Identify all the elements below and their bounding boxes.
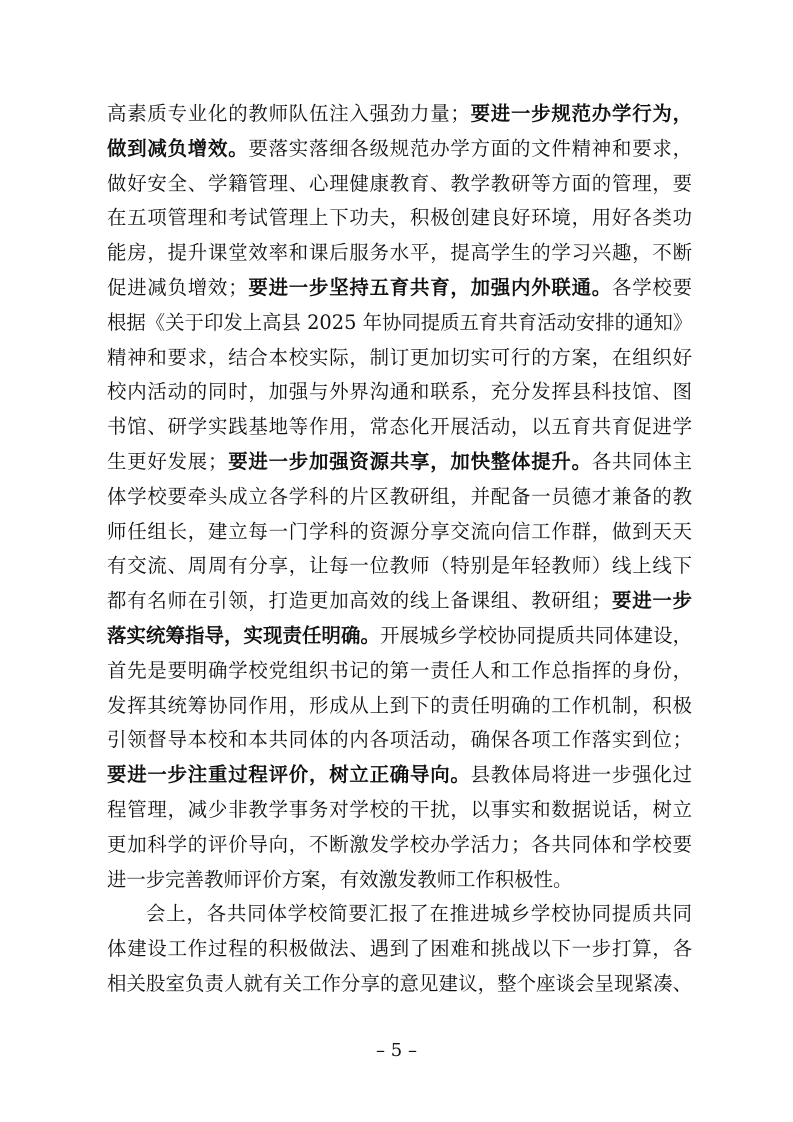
text-line <box>107 306 692 341</box>
text-run: 会上，各共同体学校简要汇报了在推进城乡学校协同提质共同 <box>146 902 692 926</box>
text-run: 首先是要明确学校党组织书记的第一责任人和工作总指挥的身份， <box>107 658 692 682</box>
text-line <box>107 793 692 828</box>
bold-phrase: 要进一步注重过程评价，树立正确导向。 <box>107 763 471 787</box>
text-run: 师任组长，建立每一门学科的资源分享交流向信工作群，做到天天 <box>107 519 692 543</box>
bold-phrase: 落实统筹指导，实现责任明确。 <box>107 623 381 647</box>
bold-phrase: 做到减负增效。 <box>107 136 249 160</box>
text-line <box>107 828 692 863</box>
text-run: 能房，提升课堂效率和课后服务水平，提高学生的学习兴趣，不断 <box>107 241 692 265</box>
text-line <box>107 584 692 619</box>
text-run: 引领督导本校和本共同体的内各项活动，确保各项工作落实到位； <box>107 728 692 752</box>
text-line <box>107 967 692 1002</box>
page-number: – 5 – <box>376 1040 417 1061</box>
text-line <box>107 897 692 932</box>
text-run: 要落实落细各级规范办学方面的文件精神和要求， <box>248 136 693 160</box>
text-run: 在五项管理和考试管理上下功夫，积极创建良好环境，用好各类功 <box>107 206 692 230</box>
text-run: 体学校要牵头成立各学科的片区教研组，并配备一员德才兼备的教 <box>107 484 692 508</box>
text-line <box>107 480 692 515</box>
text-run: 根据《关于印发上高县 2025 年协同提质五育共育活动安排的通知》 <box>107 310 693 334</box>
text-run: 各学校要 <box>612 275 693 299</box>
bold-phrase: 要进一步加强资源共享，加快整体提升。 <box>227 449 592 473</box>
text-run: 程管理，减少非教学事务对学校的干扰，以事实和数据说话，树立 <box>107 797 692 821</box>
text-run: 发挥其统筹协同作用，形成从上到下的责任明确的工作机制，积极 <box>107 693 692 717</box>
text-run: 县教体局将进一步强化过 <box>470 763 693 787</box>
text-line <box>107 654 692 689</box>
text-run: 进一步完善教师评价方案，有效激发教师工作积极性。 <box>107 867 573 891</box>
text-run: 生更好发展； <box>107 449 228 473</box>
paragraph-2 <box>107 897 692 1001</box>
text-run: 精神和要求，结合本校实际，制订更加切实可行的方案，在组织好 <box>107 345 692 369</box>
text-line <box>107 341 692 376</box>
text-run: 有交流、周周有分享，让每一位教师（特别是年轻教师）线上线下 <box>107 554 692 578</box>
text-line <box>107 236 692 271</box>
text-line <box>107 132 692 167</box>
text-line <box>107 167 692 202</box>
text-line <box>107 549 692 584</box>
text-line <box>107 723 692 758</box>
text-run: 相关股室负责人就有关工作分享的意见建议，整个座谈会呈现紧凑、 <box>107 971 692 995</box>
text-line <box>107 932 692 967</box>
text-run: 都有名师在引领，打造更加高效的线上备课组、教研组； <box>107 589 612 613</box>
text-run: 各共同体主 <box>591 449 693 473</box>
text-line <box>107 619 692 654</box>
text-line <box>107 97 692 132</box>
text-line <box>107 201 692 236</box>
text-line <box>107 271 692 306</box>
bold-phrase: 要进一步 <box>611 589 693 613</box>
text-line <box>107 515 692 550</box>
text-line <box>107 863 692 898</box>
text-run: 更加科学的评价导向，不断激发学校办学活力；各共同体和学校要 <box>107 832 692 856</box>
text-run: 开展城乡学校协同提质共同体建设， <box>380 623 693 647</box>
text-line <box>107 758 692 793</box>
text-line <box>107 689 692 724</box>
text-run: 校内活动的同时，加强与外界沟通和联系，充分发挥县科技馆、图 <box>107 380 692 404</box>
bold-phrase: 要进一步规范办学行为， <box>469 102 693 125</box>
text-line <box>107 445 692 480</box>
body-text <box>107 97 692 1002</box>
text-line <box>107 410 692 445</box>
text-run: 高素质专业化的教师队伍注入强劲力量； <box>107 102 470 125</box>
text-line <box>107 375 692 410</box>
text-run: 书馆、研学实践基地等作用，常态化开展活动，以五育共育促进学 <box>107 415 692 439</box>
paragraph-1 <box>107 97 692 897</box>
bold-phrase: 要进一步坚持五育共育，加强内外联通。 <box>247 275 613 299</box>
text-run: 促进减负增效； <box>107 275 248 299</box>
text-run: 体建设工作过程的积极做法、遇到了困难和挑战以下一步打算，各 <box>107 937 692 961</box>
text-run: 做好安全、学籍管理、心理健康教育、教学教研等方面的管理，要 <box>107 171 692 195</box>
